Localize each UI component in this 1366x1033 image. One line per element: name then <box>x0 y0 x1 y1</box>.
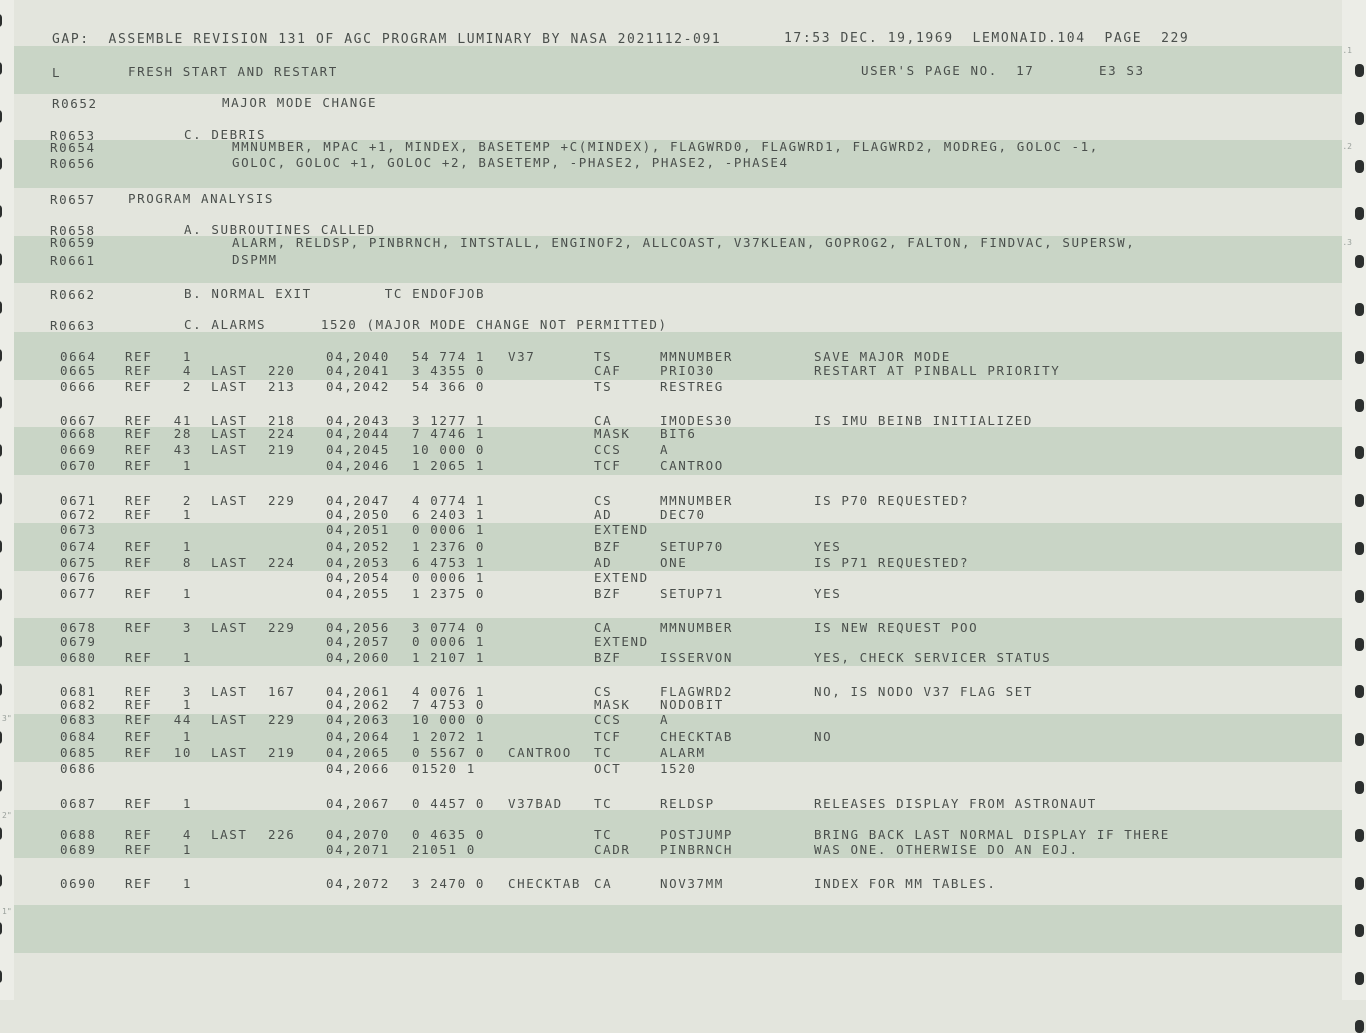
ref-count: 1 <box>182 796 192 811</box>
last-page: 219 <box>268 442 296 457</box>
last-page: 229 <box>268 712 296 727</box>
ref-count: 1 <box>182 650 192 665</box>
code-label: CHECKTAB <box>508 876 582 891</box>
ref-marker: REF <box>125 586 153 601</box>
operand: BIT6 <box>660 426 697 441</box>
feed-hole <box>0 349 2 362</box>
operand: CANTROO <box>660 458 724 473</box>
ref-count: 1 <box>182 842 192 857</box>
octal-word: 0 0006 1 <box>412 522 486 537</box>
ref-count: 1 <box>182 697 192 712</box>
remark-id: R0657 <box>50 192 96 207</box>
remark-id: R0663 <box>50 318 96 333</box>
line-number: 0668 <box>60 426 97 441</box>
ref-count: 2 <box>182 379 192 394</box>
last-marker: LAST <box>211 684 248 699</box>
ref-marker: REF <box>125 363 153 378</box>
address: 04,2072 <box>326 876 390 891</box>
opcode: BZF <box>594 586 622 601</box>
comment: RELEASES DISPLAY FROM ASTRONAUT <box>814 796 1097 811</box>
feed-hole <box>0 588 2 601</box>
remark-text: A. SUBROUTINES CALLED <box>184 222 376 237</box>
opcode: CS <box>594 684 613 699</box>
octal-word: 1 2107 1 <box>412 650 486 665</box>
feed-hole <box>1355 494 1364 507</box>
last-marker: LAST <box>211 745 248 760</box>
ref-count: 41 <box>173 413 192 428</box>
address: 04,2045 <box>326 442 390 457</box>
last-page: 229 <box>268 493 296 508</box>
comment: IS P70 REQUESTED? <box>814 493 970 508</box>
address: 04,2067 <box>326 796 390 811</box>
last-marker: LAST <box>211 493 248 508</box>
operand: SETUP71 <box>660 586 724 601</box>
ref-count: 1 <box>182 507 192 522</box>
line-number: 0671 <box>60 493 97 508</box>
octal-word: 3 4355 0 <box>412 363 486 378</box>
feed-hole <box>1355 255 1364 268</box>
opcode: CA <box>594 620 613 635</box>
address: 04,2056 <box>326 620 390 635</box>
address: 04,2053 <box>326 555 390 570</box>
opcode: TS <box>594 349 613 364</box>
address: 04,2052 <box>326 539 390 554</box>
ref-marker: REF <box>125 697 153 712</box>
greenbar-band <box>14 905 1342 953</box>
line-number: 0675 <box>60 555 97 570</box>
ref-count: 28 <box>173 426 192 441</box>
ref-count: 1 <box>182 349 192 364</box>
feed-hole <box>1355 303 1364 316</box>
ref-count: 2 <box>182 493 192 508</box>
margin-tick: 2" <box>2 811 12 820</box>
ref-count: 1 <box>182 539 192 554</box>
operand: RELDSP <box>660 796 715 811</box>
address: 04,2063 <box>326 712 390 727</box>
feed-hole <box>1355 638 1364 651</box>
section-title: FRESH START AND RESTART <box>128 64 338 79</box>
octal-word: 3 1277 1 <box>412 413 486 428</box>
comment: NO <box>814 729 833 744</box>
line-number: 0672 <box>60 507 97 522</box>
last-marker: LAST <box>211 426 248 441</box>
octal-word: 01520 1 <box>412 761 476 776</box>
operand: DEC70 <box>660 507 706 522</box>
last-page: 219 <box>268 745 296 760</box>
feed-hole <box>1355 207 1364 220</box>
operand: SETUP70 <box>660 539 724 554</box>
octal-word: 3 0774 0 <box>412 620 486 635</box>
opcode: MASK <box>594 697 631 712</box>
last-marker: LAST <box>211 712 248 727</box>
comment: IS NEW REQUEST POO <box>814 620 979 635</box>
code-label: V37 <box>508 349 536 364</box>
ref-marker: REF <box>125 493 153 508</box>
opcode: CA <box>594 876 613 891</box>
remark-id: R0662 <box>50 287 96 302</box>
operand: CHECKTAB <box>660 729 734 744</box>
comment: BRING BACK LAST NORMAL DISPLAY IF THERE <box>814 827 1170 842</box>
octal-word: 10 000 0 <box>412 442 486 457</box>
ref-count: 1 <box>182 876 192 891</box>
ref-marker: REF <box>125 426 153 441</box>
address: 04,2061 <box>326 684 390 699</box>
remark-id: R0658 <box>50 223 96 238</box>
feed-hole <box>1355 685 1364 698</box>
line-number: 0680 <box>60 650 97 665</box>
line-number: 0669 <box>60 442 97 457</box>
opcode: CS <box>594 493 613 508</box>
operand: PINBRNCH <box>660 842 734 857</box>
octal-word: 4 0076 1 <box>412 684 486 699</box>
ref-marker: REF <box>125 458 153 473</box>
address: 04,2060 <box>326 650 390 665</box>
octal-word: 1 2072 1 <box>412 729 486 744</box>
feed-hole <box>1355 877 1364 890</box>
comment: YES, CHECK SERVICER STATUS <box>814 650 1052 665</box>
ref-marker: REF <box>125 876 153 891</box>
last-marker: LAST <box>211 827 248 842</box>
margin-tick: 1" <box>2 907 12 916</box>
remark-id: R0653 <box>50 128 96 143</box>
opcode: TC <box>594 827 613 842</box>
remark-text: MAJOR MODE CHANGE <box>222 95 378 110</box>
line-number: 0677 <box>60 586 97 601</box>
feed-hole <box>1355 590 1364 603</box>
feed-hole <box>1355 924 1364 937</box>
ref-marker: REF <box>125 650 153 665</box>
operand: POSTJUMP <box>660 827 734 842</box>
line-number: 0683 <box>60 712 97 727</box>
address: 04,2057 <box>326 634 390 649</box>
remark-text: C. DEBRIS <box>184 127 267 142</box>
opcode: BZF <box>594 539 622 554</box>
octal-word: 6 2403 1 <box>412 507 486 522</box>
last-marker: LAST <box>211 413 248 428</box>
address: 04,2070 <box>326 827 390 842</box>
comment: SAVE MAJOR MODE <box>814 349 951 364</box>
address: 04,2066 <box>326 761 390 776</box>
opcode: AD <box>594 507 613 522</box>
last-page: 226 <box>268 827 296 842</box>
opcode: CAF <box>594 363 622 378</box>
last-page: 218 <box>268 413 296 428</box>
line-number: 0676 <box>60 570 97 585</box>
opcode: TC <box>594 796 613 811</box>
octal-word: 54 774 1 <box>412 349 486 364</box>
operand: NODOBIT <box>660 697 724 712</box>
comment: IS IMU BEINB INITIALIZED <box>814 413 1034 428</box>
opcode: EXTEND <box>594 570 649 585</box>
line-number: 0681 <box>60 684 97 699</box>
opcode: EXTEND <box>594 522 649 537</box>
address: 04,2071 <box>326 842 390 857</box>
octal-word: 10 000 0 <box>412 712 486 727</box>
comment: YES <box>814 586 842 601</box>
ref-marker: REF <box>125 729 153 744</box>
line-number: 0690 <box>60 876 97 891</box>
address: 04,2054 <box>326 570 390 585</box>
last-page: 229 <box>268 620 296 635</box>
address: 04,2051 <box>326 522 390 537</box>
line-number: 0682 <box>60 697 97 712</box>
operand: MMNUMBER <box>660 349 734 364</box>
address: 04,2050 <box>326 507 390 522</box>
address: 04,2041 <box>326 363 390 378</box>
octal-word: 0 0006 1 <box>412 570 486 585</box>
operand: ISSERVON <box>660 650 734 665</box>
ref-count: 8 <box>182 555 192 570</box>
ref-marker: REF <box>125 442 153 457</box>
operand: FLAGWRD2 <box>660 684 734 699</box>
address: 04,2046 <box>326 458 390 473</box>
line-number: 0674 <box>60 539 97 554</box>
last-marker: LAST <box>211 363 248 378</box>
comment: WAS ONE. OTHERWISE DO AN EOJ. <box>814 842 1079 857</box>
line-number: 0684 <box>60 729 97 744</box>
section-code: L <box>52 65 62 80</box>
operand: ALARM <box>660 745 706 760</box>
remark-text: ALARM, RELDSP, PINBRNCH, INTSTALL, ENGINOF2, ALLCOAST, V37KLEAN, GOPROG2, FALTON, FINDVAC, SUPERSW, <box>232 235 1136 250</box>
ref-marker: REF <box>125 379 153 394</box>
listing-header: GAP: ASSEMBLE REVISION 131 OF AGC PROGRAM LUMINARY BY NASA 2021112-091 <box>52 32 722 47</box>
line-number: 0689 <box>60 842 97 857</box>
octal-word: 1 2065 1 <box>412 458 486 473</box>
opcode: CCS <box>594 442 622 457</box>
comment: NO, IS NODO V37 FLAG SET <box>814 684 1034 699</box>
last-page: 224 <box>268 555 296 570</box>
feed-hole <box>1355 446 1364 459</box>
octal-word: 6 4753 1 <box>412 555 486 570</box>
remark-id: R0661 <box>50 253 96 268</box>
address: 04,2044 <box>326 426 390 441</box>
operand: A <box>660 442 670 457</box>
feed-hole <box>1355 112 1364 125</box>
octal-word: 3 2470 0 <box>412 876 486 891</box>
ref-marker: REF <box>125 507 153 522</box>
opcode: TC <box>594 745 613 760</box>
ref-count: 3 <box>182 620 192 635</box>
feed-hole <box>0 779 2 792</box>
line-number: 0673 <box>60 522 97 537</box>
octal-word: 0 0006 1 <box>412 634 486 649</box>
feed-hole <box>1355 399 1364 412</box>
feed-hole <box>1355 160 1364 173</box>
ref-count: 3 <box>182 684 192 699</box>
address: 04,2040 <box>326 349 390 364</box>
operand: MMNUMBER <box>660 620 734 635</box>
last-marker: LAST <box>211 555 248 570</box>
ref-count: 44 <box>173 712 192 727</box>
line-number: 0667 <box>60 413 97 428</box>
feed-hole <box>1355 64 1364 77</box>
address: 04,2064 <box>326 729 390 744</box>
line-number: 0688 <box>60 827 97 842</box>
feed-hole <box>1355 351 1364 364</box>
margin-tick: .1 <box>1342 46 1352 55</box>
last-marker: LAST <box>211 379 248 394</box>
last-page: 224 <box>268 426 296 441</box>
opcode: AD <box>594 555 613 570</box>
remark-id: R0659 <box>50 235 96 250</box>
remark-id: R0654 <box>50 140 96 155</box>
last-page: 213 <box>268 379 296 394</box>
opcode: OCT <box>594 761 622 776</box>
operand: MMNUMBER <box>660 493 734 508</box>
ref-marker: REF <box>125 620 153 635</box>
ref-count: 1 <box>182 458 192 473</box>
ref-count: 10 <box>173 745 192 760</box>
address: 04,2047 <box>326 493 390 508</box>
ref-marker: REF <box>125 684 153 699</box>
e3-s3-label: E3 S3 <box>1099 63 1145 78</box>
feed-hole <box>1355 1020 1364 1033</box>
line-number: 0686 <box>60 761 97 776</box>
operand: IMODES30 <box>660 413 734 428</box>
address: 04,2043 <box>326 413 390 428</box>
octal-word: 7 4746 1 <box>412 426 486 441</box>
ref-count: 1 <box>182 729 192 744</box>
feed-hole <box>0 301 2 314</box>
address: 04,2062 <box>326 697 390 712</box>
octal-word: 21051 0 <box>412 842 476 857</box>
operand: ONE <box>660 555 688 570</box>
ref-marker: REF <box>125 745 153 760</box>
code-label: V37BAD <box>508 796 563 811</box>
operand: PRIO30 <box>660 363 715 378</box>
opcode: TCF <box>594 458 622 473</box>
left-paper-edge <box>0 0 14 1000</box>
remark-text: PROGRAM ANALYSIS <box>128 191 275 206</box>
last-page: 167 <box>268 684 296 699</box>
ref-marker: REF <box>125 349 153 364</box>
ref-marker: REF <box>125 539 153 554</box>
code-label: CANTROO <box>508 745 572 760</box>
remark-text: DSPMM <box>232 252 278 267</box>
opcode: CADR <box>594 842 631 857</box>
remark-text: GOLOC, GOLOC +1, GOLOC +2, BASETEMP, -PHASE2, PHASE2, -PHASE4 <box>232 155 789 170</box>
remark-id: R0652 <box>52 96 98 111</box>
comment: IS P71 REQUESTED? <box>814 555 970 570</box>
ref-count: 43 <box>173 442 192 457</box>
ref-marker: REF <box>125 842 153 857</box>
feed-hole <box>1355 829 1364 842</box>
line-number: 0678 <box>60 620 97 635</box>
ref-count: 4 <box>182 363 192 378</box>
octal-word: 4 0774 1 <box>412 493 486 508</box>
feed-hole <box>0 827 2 840</box>
listing-header-right: 17:53 DEC. 19,1969 LEMONAID.104 PAGE 229 <box>784 31 1190 46</box>
octal-word: 7 4753 0 <box>412 697 486 712</box>
opcode: TCF <box>594 729 622 744</box>
octal-word: 1 2376 0 <box>412 539 486 554</box>
feed-hole <box>0 62 2 75</box>
comment: RESTART AT PINBALL PRIORITY <box>814 363 1061 378</box>
line-number: 0666 <box>60 379 97 394</box>
users-page-number: USER'S PAGE NO. 17 <box>861 63 1035 78</box>
ref-marker: REF <box>125 827 153 842</box>
feed-hole <box>0 540 2 553</box>
address: 04,2042 <box>326 379 390 394</box>
margin-tick: 3" <box>2 714 12 723</box>
operand: 1520 <box>660 761 697 776</box>
feed-hole <box>0 110 2 123</box>
opcode: BZF <box>594 650 622 665</box>
line-number: 0665 <box>60 363 97 378</box>
feed-hole <box>1355 972 1364 985</box>
ref-count: 1 <box>182 586 192 601</box>
feed-hole <box>1355 733 1364 746</box>
remark-id: R0656 <box>50 156 96 171</box>
octal-word: 54 366 0 <box>412 379 486 394</box>
ref-marker: REF <box>125 555 153 570</box>
octal-word: 1 2375 0 <box>412 586 486 601</box>
line-number: 0685 <box>60 745 97 760</box>
last-marker: LAST <box>211 442 248 457</box>
comment: INDEX FOR MM TABLES. <box>814 876 997 891</box>
margin-tick: .2 <box>1342 142 1352 151</box>
opcode: CA <box>594 413 613 428</box>
ref-marker: REF <box>125 712 153 727</box>
remark-text: B. NORMAL EXIT TC ENDOFJOB <box>184 286 486 301</box>
line-number: 0664 <box>60 349 97 364</box>
address: 04,2055 <box>326 586 390 601</box>
octal-word: 0 4635 0 <box>412 827 486 842</box>
ref-marker: REF <box>125 796 153 811</box>
octal-word: 0 4457 0 <box>412 796 486 811</box>
margin-tick: .3 <box>1342 238 1352 247</box>
operand: A <box>660 712 670 727</box>
line-number: 0687 <box>60 796 97 811</box>
operand: NOV37MM <box>660 876 724 891</box>
remark-text: C. ALARMS 1520 (MAJOR MODE CHANGE NOT PERMITTED) <box>184 317 668 332</box>
ref-marker: REF <box>125 413 153 428</box>
feed-hole <box>1355 781 1364 794</box>
last-page: 220 <box>268 363 296 378</box>
line-number: 0679 <box>60 634 97 649</box>
comment: YES <box>814 539 842 554</box>
opcode: MASK <box>594 426 631 441</box>
operand: RESTREG <box>660 379 724 394</box>
ref-count: 4 <box>182 827 192 842</box>
opcode: TS <box>594 379 613 394</box>
address: 04,2065 <box>326 745 390 760</box>
line-number: 0670 <box>60 458 97 473</box>
feed-hole <box>1355 542 1364 555</box>
opcode: CCS <box>594 712 622 727</box>
last-marker: LAST <box>211 620 248 635</box>
opcode: EXTEND <box>594 634 649 649</box>
octal-word: 0 5567 0 <box>412 745 486 760</box>
remark-text: MMNUMBER, MPAC +1, MINDEX, BASETEMP +C(MINDEX), FLAGWRD0, FLAGWRD1, FLAGWRD2, MODREG, GOLOC -1, <box>232 139 1099 154</box>
